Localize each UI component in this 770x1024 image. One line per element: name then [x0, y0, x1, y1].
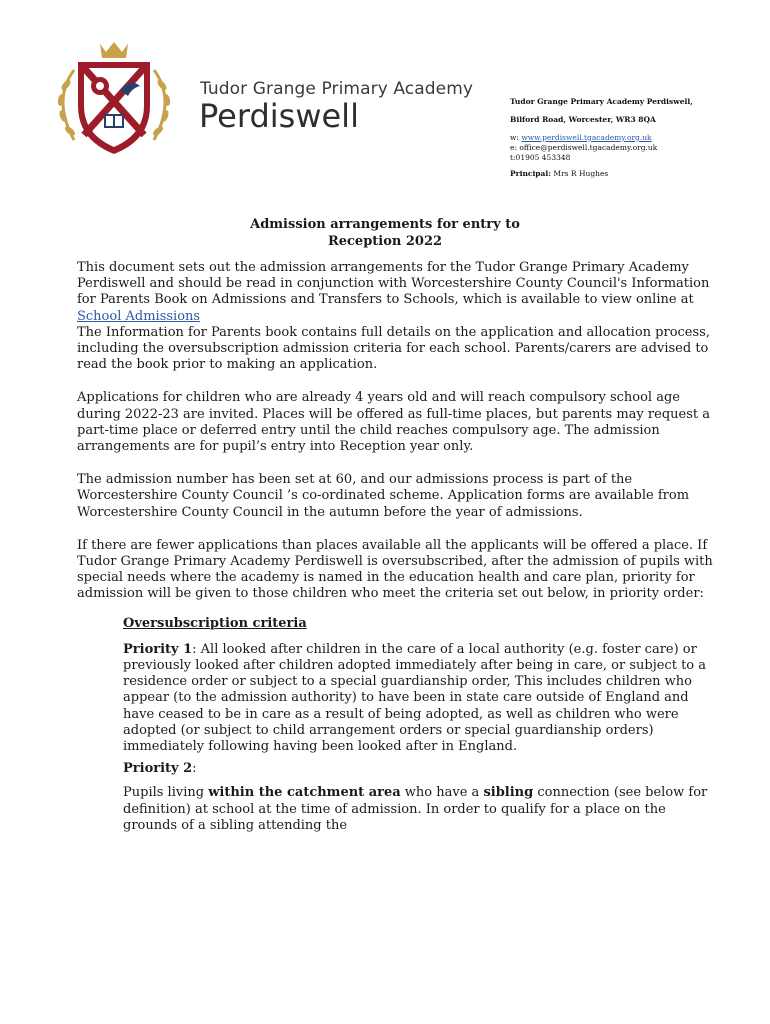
contact-address: Bilford Road, Worcester, WR3 8QA — [510, 115, 656, 124]
priority-2-colon: : — [192, 761, 197, 777]
school-logo — [44, 40, 474, 158]
document-body — [77, 260, 717, 851]
contact-name: Tudor Grange Primary Academy Perdiswell, — [510, 97, 693, 106]
document-title-line1: Admission arrangements for entry to — [250, 217, 520, 232]
contact-principal-label: Principal: — [510, 169, 552, 178]
priority-2-text-e: connection (see below for definition) at school at the time of admission. In order to qualify for a place on the grounds of a sibling attending the — [123, 785, 708, 833]
intro-text-2: The Information for Parents book contains full details on the application and allocation process, including the oversubscription admission criteria for each school. Parents/carers are advised to read the book prior to making an application. — [77, 324, 710, 373]
intro-paragraph — [77, 260, 717, 373]
priority-1-text: : All looked after children in the care of a local authority (e.g. foster care) or previously looked after children adopted immediately after being in care, or subject to a residence order or subject to a special guardianship order, This includes children who appear (to the admission authority) to have been in state care outside of England and have ceased to be in care as a result of being adopted, as well as children who were adopted (or subject to child arrangement orders or special guardianship orders) immediately following having been looked after in England. — [123, 641, 707, 755]
contact-email-row — [510, 143, 750, 153]
priority-1 — [123, 642, 717, 755]
priority-2-sibling: sibling — [483, 785, 534, 801]
admission-number-paragraph: The admission number has been set at 60, and our admissions process is part of the Worcestershire County Council ’s co-ordinated scheme. Application forms are available from Worcestershire County Council in the autumn before the year of admissions. — [77, 472, 690, 520]
priority-2-text — [123, 785, 717, 834]
contact-email-label: e: — [510, 143, 517, 152]
priority-2-label: Priority 2 — [123, 761, 193, 777]
contact-web-label: w: — [510, 133, 519, 142]
school-admissions-link[interactable]: School Admissions — [77, 308, 201, 324]
school-name-line2: Perdiswell — [199, 97, 359, 135]
school-name-line1: Tudor Grange Primary Academy — [200, 79, 474, 99]
priority-2-heading — [123, 761, 717, 777]
school-crest-icon — [44, 40, 184, 158]
criteria-section — [77, 616, 717, 834]
priority-2-text-a: Pupils living — [123, 785, 209, 801]
contact-principal-row — [510, 169, 750, 179]
document-title-line2: Reception 2022 — [327, 234, 443, 249]
document-title — [0, 216, 770, 250]
contact-principal: Mrs R Hughes — [553, 169, 609, 178]
oversubscription-heading: Oversubscription criteria — [123, 615, 307, 631]
priority-2-catchment: within the catchment area — [208, 785, 401, 801]
contact-email: office@perdiswell.tgacademy.org.uk — [519, 143, 658, 152]
contact-web-link[interactable]: www.perdiswell.tgacademy.org.uk — [521, 133, 652, 142]
contact-phone-row — [510, 153, 750, 163]
contact-phone: 01905 453348 — [515, 153, 571, 162]
contact-phone-label: t: — [510, 153, 516, 162]
priority-1-label: Priority 1 — [123, 641, 193, 657]
contact-block — [510, 97, 750, 179]
priority-2-text-c: who have a — [400, 785, 484, 801]
intro-text: This document sets out the admission arrangements for the Tudor Grange Primary Academy Perdiswell and should be read in conjunction with Worcestershire County Council's Information for Parents Book on Admissions and Transfers to Schools, which is available to view online at — [77, 260, 710, 308]
contact-web-row — [510, 133, 750, 143]
applications-paragraph: Applications for children who are already 4 years old and will reach compulsory school age during 2022-23 are invited. Places will be offered as full-time places, but parents may request a part-time place or deferred entry until the child reaches compulsory age. The admission arrangements are for pupil’s entry into Reception year only. — [77, 390, 710, 455]
oversubscription-paragraph: If there are fewer applications than places available all the applicants will be offered a place. If Tudor Grange Primary Academy Perdiswell is oversubscribed, after the admission of pupils with special needs where the academy is named in the education health and care plan, priority for admission will be given to those children who meet the criteria set out below, in priority order: — [77, 537, 713, 602]
